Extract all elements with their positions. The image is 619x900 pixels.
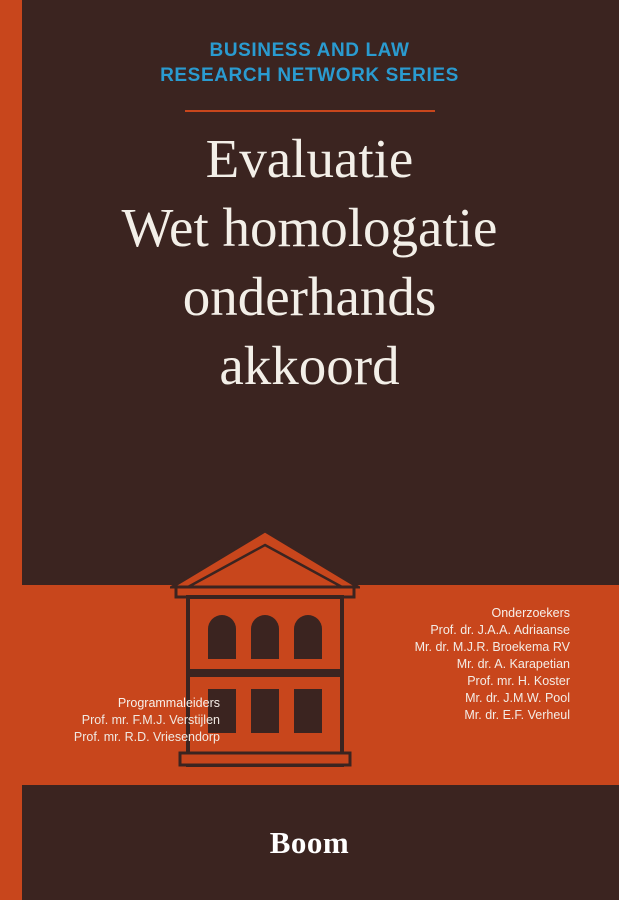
- program-leader-name: Prof. mr. F.M.J. Verstijlen: [81, 713, 220, 727]
- researchers-heading: Onderzoekers: [491, 606, 570, 620]
- researcher-name: Prof. dr. J.A.A. Adriaanse: [430, 623, 570, 637]
- researcher-name: Mr. dr. M.J.R. Broekema RV: [414, 640, 570, 654]
- title-line-1: Evaluatie: [205, 128, 414, 189]
- researcher-name: Prof. mr. H. Koster: [467, 674, 570, 688]
- series-title-line-2: RESEARCH NETWORK SERIES: [160, 65, 459, 86]
- researcher-name: Mr. dr. J.M.W. Pool: [465, 691, 570, 705]
- program-leaders-credits: [55, 695, 220, 746]
- researchers-credits: [390, 605, 570, 724]
- researcher-name: Mr. dr. E.F. Verheul: [464, 708, 570, 722]
- program-leader-name: Prof. mr. R.D. Vriesendorp: [73, 730, 220, 744]
- researcher-name: Mr. dr. A. Karapetian: [456, 657, 570, 671]
- title-line-2: Wet homologatie: [121, 197, 498, 258]
- series-title: [0, 38, 619, 88]
- program-leaders-heading: Programmaleiders: [117, 696, 220, 710]
- series-divider: [185, 110, 435, 112]
- title-line-3: onderhands: [182, 266, 437, 327]
- page-title: [40, 124, 579, 400]
- title-line-4: akkoord: [219, 335, 400, 396]
- publisher-logo: Boom: [269, 825, 350, 860]
- series-title-line-1: BUSINESS AND LAW: [209, 40, 410, 61]
